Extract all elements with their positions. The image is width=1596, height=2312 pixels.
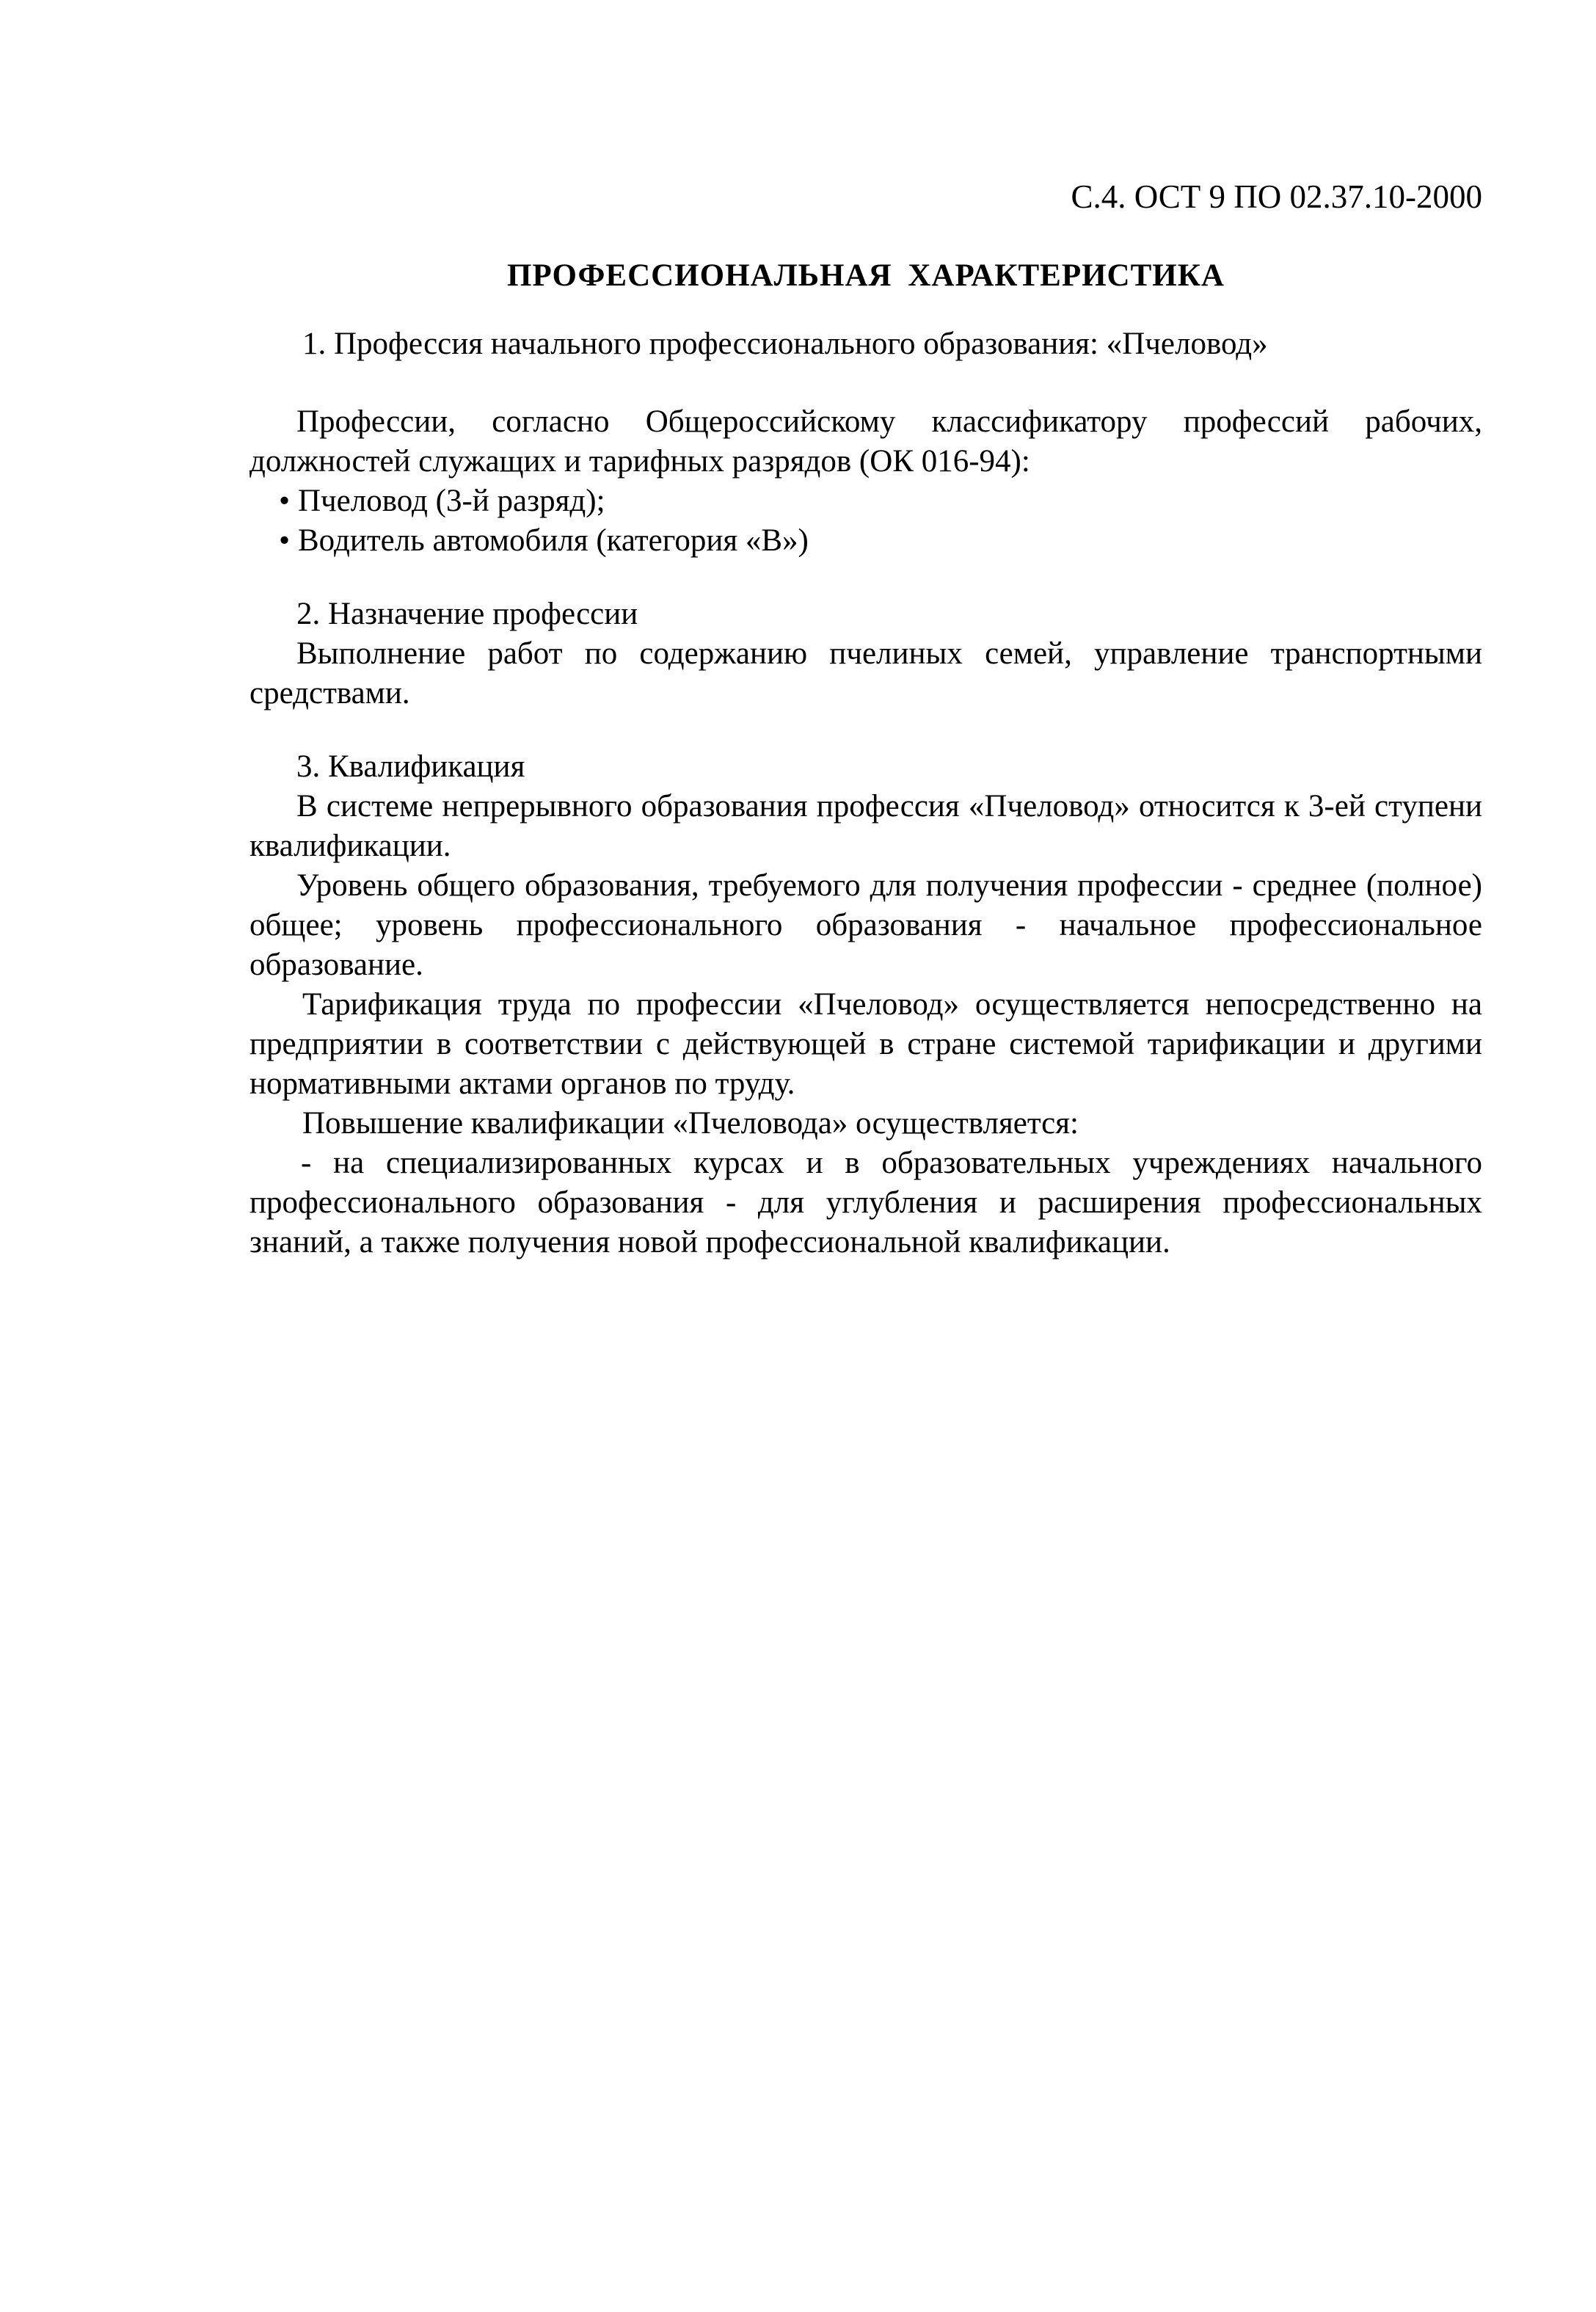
section-3-paragraph: - на специализированных курсах и в образовательных учреждениях начального профессионального образования - для углубления и расширения профессиональных знаний, а также получения новой профессиональной квалификации.	[249, 1146, 1482, 1259]
page-reference: С.4. ОСТ 9 ПО 02.37.10-2000	[1071, 178, 1482, 215]
list-item	[279, 521, 1482, 561]
section-3-paragraph: В системе непрерывного образования профессия «Пчеловод» относится к 3-ей ступени квалификации.	[249, 789, 1482, 863]
section-1-intro: Профессии, согласно Общероссийскому классификатору профессий рабочих, должностей служащих и тарифных разрядов (ОК 016-94):	[249, 404, 1482, 479]
document-title: ПРОФЕССИОНАЛЬНАЯ ХАРАКТЕРИСТИКА	[507, 258, 1225, 293]
list-item	[279, 481, 1482, 521]
section-3-paragraph: Повышение квалификации «Пчеловода» осуществляется:	[302, 1106, 1079, 1141]
list-item-text: Водитель автомобиля (категория «В»)	[298, 523, 809, 558]
section-2-heading: 2. Назначение профессии	[296, 597, 638, 631]
bullet-icon: •	[279, 484, 291, 518]
section-3-heading: 3. Квалификация	[296, 749, 525, 784]
bullet-icon: •	[279, 523, 291, 558]
section-3-paragraph: Уровень общего образования, требуемого для получения профессии - среднее (полное) общее; уровень профессионального образования - начальное профессиональное образование.	[249, 868, 1482, 982]
section-1-heading: 1. Профессия начального профессионального образования: «Пчеловод»	[302, 327, 1268, 361]
document-body	[249, 176, 1482, 1262]
section-3-paragraph: Тарификация труда по профессии «Пчеловод» осуществляется непосредственно на предприятии в соответствии с действующей в стране системой тарификации и другими нормативными актами органов по труду.	[249, 987, 1482, 1101]
profession-list	[249, 481, 1482, 561]
section-2-text: Выполнение работ по содержанию пчелиных семей, управление транспортными средствами.	[249, 636, 1482, 710]
list-item-text: Пчеловод (3-й разряд);	[298, 484, 605, 518]
